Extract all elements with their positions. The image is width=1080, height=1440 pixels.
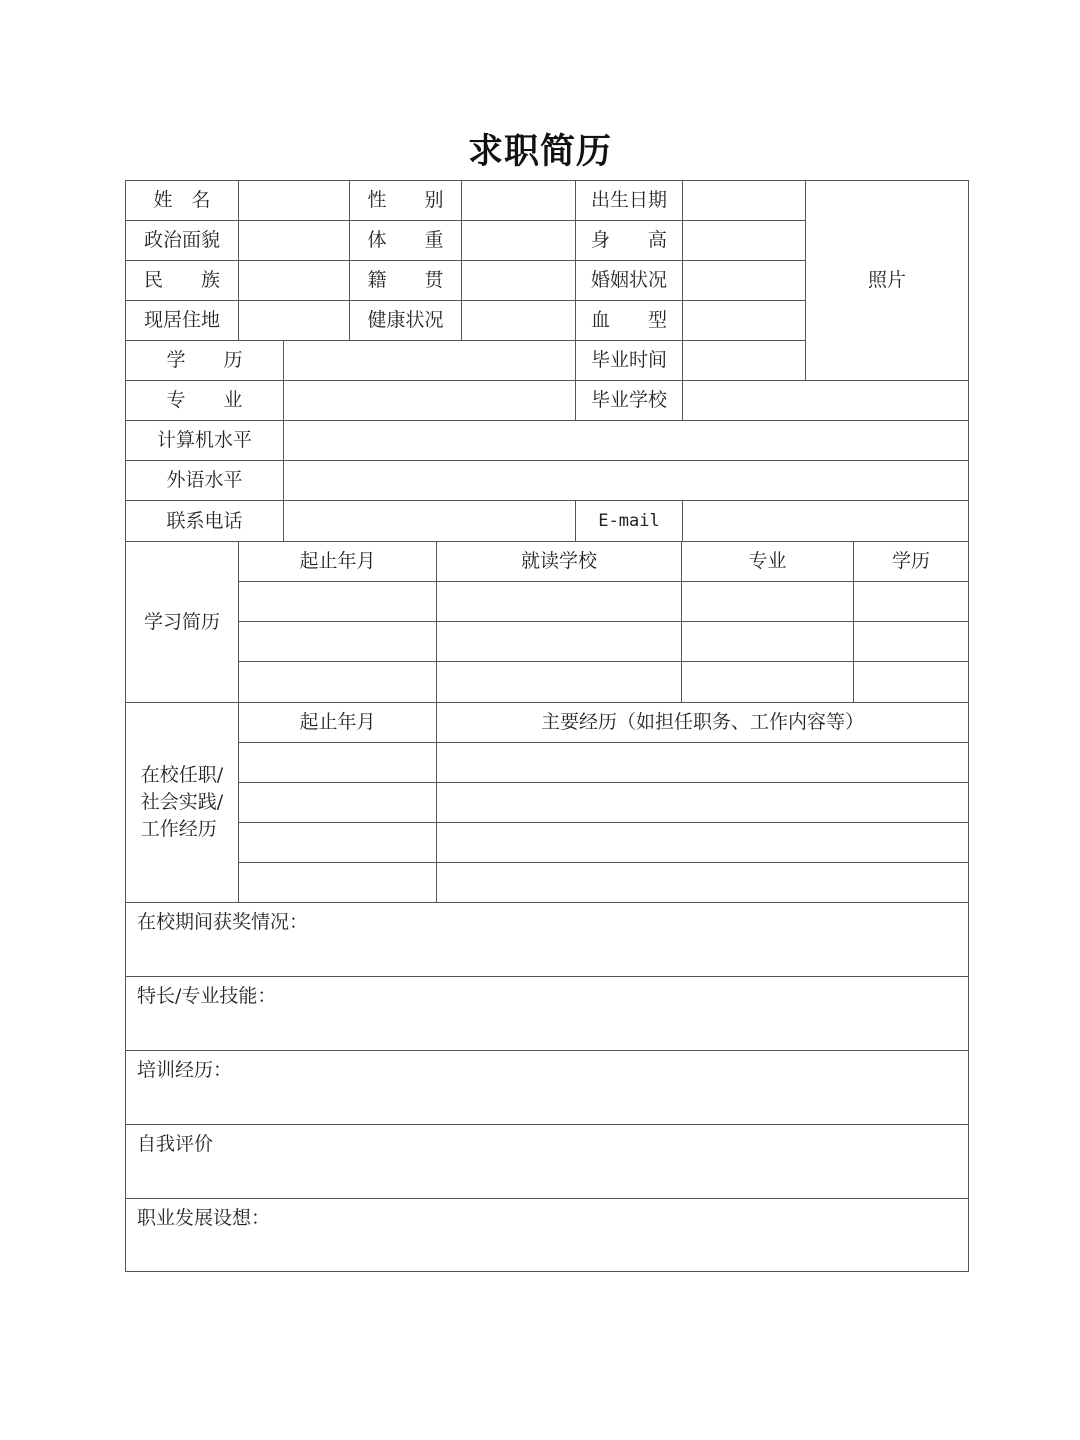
section-self-evaluation[interactable]: 自我评价 [125,1124,969,1198]
study-cell[interactable] [681,661,853,702]
section-work-history: 在校任职/ 社会实践/ 工作经历 [125,702,238,902]
study-cell[interactable] [436,621,681,661]
study-cell[interactable] [853,581,969,621]
field-native-place[interactable] [461,260,575,300]
label-native-place: 籍 贯 [349,260,461,300]
study-cell[interactable] [853,621,969,661]
label-graduation-school: 毕业学校 [575,380,682,420]
field-language-level[interactable] [283,460,969,500]
field-email[interactable] [682,500,969,541]
label-blood-type: 血 型 [575,300,682,340]
label-major: 专 业 [125,380,283,420]
section-career-plan[interactable]: 职业发展设想： [125,1198,969,1272]
field-phone[interactable] [283,500,575,541]
label-email: E-mail [575,500,682,541]
work-cell[interactable] [238,822,436,862]
field-graduation-time[interactable] [682,340,805,380]
label-ethnicity: 民 族 [125,260,238,300]
field-name[interactable] [238,180,349,220]
field-degree[interactable] [283,340,575,380]
study-cell[interactable] [238,661,436,702]
label-graduation-time: 毕业时间 [575,340,682,380]
field-blood-type[interactable] [682,300,805,340]
section-study-history: 学习简历 [125,541,238,702]
field-computer-level[interactable] [283,420,969,460]
resume-form [125,180,969,1272]
label-computer-level: 计算机水平 [125,420,283,460]
study-cell[interactable] [681,581,853,621]
work-header-description: 主要经历（如担任职务、工作内容等） [436,702,969,742]
label-weight: 体 重 [349,220,461,260]
label-marital-status: 婚姻状况 [575,260,682,300]
field-ethnicity[interactable] [238,260,349,300]
label-name: 姓 名 [125,180,238,220]
work-header-period: 起止年月 [238,702,436,742]
section-training[interactable]: 培训经历： [125,1050,969,1124]
field-gender[interactable] [461,180,575,220]
field-height[interactable] [682,220,805,260]
study-cell[interactable] [436,581,681,621]
field-political-status[interactable] [238,220,349,260]
study-cell[interactable] [238,621,436,661]
label-residence: 现居住地 [125,300,238,340]
study-header-period: 起止年月 [238,541,436,581]
field-weight[interactable] [461,220,575,260]
label-political-status: 政治面貌 [125,220,238,260]
label-language-level: 外语水平 [125,460,283,500]
section-specialty[interactable]: 特长/专业技能： [125,976,969,1050]
label-degree: 学 历 [125,340,283,380]
study-cell[interactable] [681,621,853,661]
study-cell[interactable] [436,661,681,702]
field-major[interactable] [283,380,575,420]
label-gender: 性 别 [349,180,461,220]
study-header-major: 专业 [681,541,853,581]
work-cell[interactable] [238,782,436,822]
section-awards[interactable]: 在校期间获奖情况： [125,902,969,976]
study-header-school: 就读学校 [436,541,681,581]
study-cell[interactable] [853,661,969,702]
label-height: 身 高 [575,220,682,260]
work-cell[interactable] [238,742,436,782]
field-graduation-school[interactable] [682,380,969,420]
label-health: 健康状况 [349,300,461,340]
photo-box[interactable]: 照片 [805,180,969,380]
work-cell[interactable] [436,862,969,902]
work-cell[interactable] [238,862,436,902]
field-marital-status[interactable] [682,260,805,300]
label-birth-date: 出生日期 [575,180,682,220]
field-health[interactable] [461,300,575,340]
work-cell[interactable] [436,742,969,782]
page-title: 求职简历 [467,131,612,172]
field-birth-date[interactable] [682,180,805,220]
work-cell[interactable] [436,822,969,862]
study-cell[interactable] [238,581,436,621]
work-cell[interactable] [436,782,969,822]
study-header-degree: 学历 [853,541,969,581]
field-residence[interactable] [238,300,349,340]
label-phone: 联系电话 [125,500,283,541]
